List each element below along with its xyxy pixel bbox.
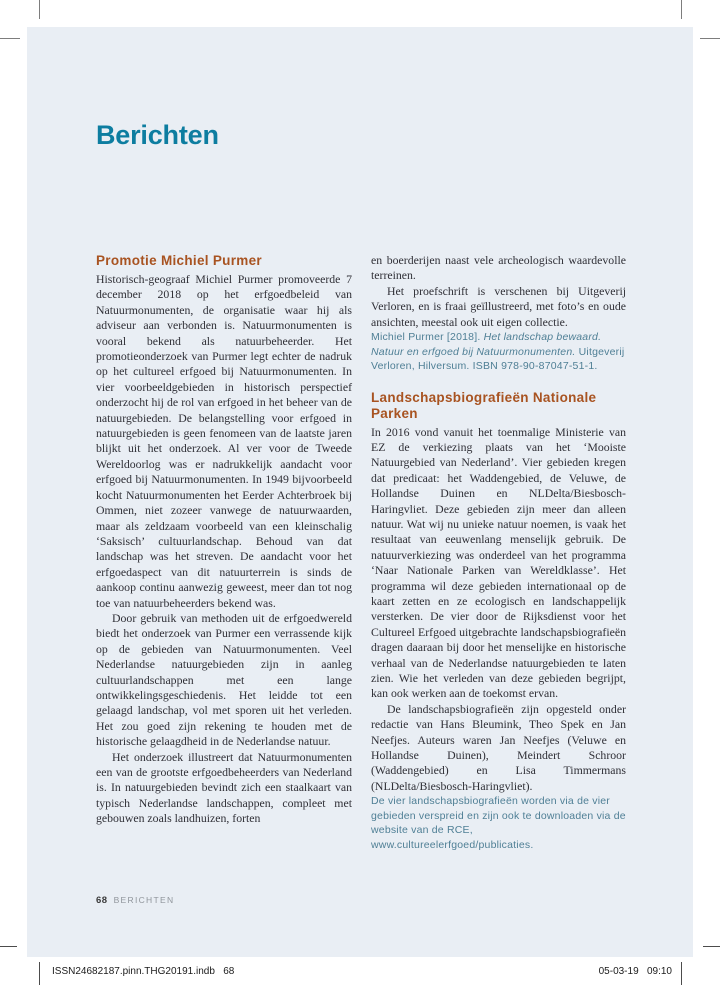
- body-paragraph-continuation: en boerderijen naast vele archeologisch waardevolle terreinen.: [371, 253, 626, 283]
- citation-author-year: Michiel Purmer [2018].: [371, 331, 484, 344]
- crop-mark: [0, 38, 20, 39]
- column-left: [96, 253, 352, 827]
- crop-mark: [39, 962, 40, 985]
- print-filename: ISSN24682187.pinn.THG20191.indb 68: [52, 966, 235, 977]
- body-paragraph: In 2016 vond vanuit het toenmalige Ministerie van EZ de verkiezing plaats van het ‘Mooiste Natuurgebied van Nederland’. Vier gebieden kregen dat predicaat: het Waddengebied, de Veluwe, de Hollandse Duinen en NLDelta/Biesbosch-Haringvliet. Deze gebieden zijn meer dan alleen natuur. Wat wij nu unieke natuur noemen, is vaak het resultaat van eeuwenlang menselijk gebruik. De natuurverkiezing was onderdeel van het programma ‘Naar Nationale Parken van Wereldklasse’. Het programma wil deze gebieden internationaal op de kaart zetten en ze ecologisch en landschappelijk versterken. De vier door de Rijksdienst voor het Cultureel Erfgoed uitgebrachte landschapsbiografieën dragen daaraan bij door het menselijke en historische verhaal van de Nederlandse natuurgebieden te laten zien. Wie het verleden van deze gebieden begrijpt, kan ook werken aan de toekomst ervan.: [371, 424, 626, 701]
- page-footer: [96, 890, 174, 908]
- page-title: Berichten: [96, 120, 219, 150]
- download-note: De vier landschapsbiografieën worden via de vier gebieden verspreid en zijn ook te downloaden via de website van de RCE, www.cultureelerfgoed/publicaties.: [371, 795, 626, 851]
- body-paragraph: Het onderzoek illustreert dat Natuurmonumenten een van de grootste erfgoedbeheerders van Nederland is. In natuurgebieden bevindt zich een staalkaart van typisch Nederlandse landschappen, compleet met gebouwen zoals landhuizen, forten: [96, 749, 352, 826]
- crop-mark: [703, 946, 720, 947]
- crop-mark: [681, 962, 682, 985]
- print-datetime: 05-03-19 09:10: [598, 966, 672, 977]
- body-paragraph: Historisch-geograaf Michiel Purmer promoveerde 7 december 2018 op het erfgoedbeleid van Natuurmonumenten, de organisatie waar hij als adviseur aan verbonden is. Natuurmonumenten is vooral bekend als natuurbeheerder. Het promotieonderzoek van Purmer legt echter de nadruk op het cultureel erfgoed bij Natuurmonumenten. In vier voorbeeldgebieden in historisch perspectief onderzocht hij de rol van erfgoed in het beheer van de natuurgebieden. De belangstelling voor erfgoed in natuurgebieden is geen fenomeen van de laatste jaren blijkt uit het onderzoek. Al ver voor de Tweede Wereldoorlog was er nadrukkelijk aandacht voor erfgoed bij Natuurmonumenten. In 1949 bijvoorbeeld kocht Natuurmonumenten het Eerder Achterbroek bij Ommen, niet zozeer vanwege de natuurwaarden, maar als zeldzaam voorbeeld van een kleinschalig ‘Saksisch’ cultuurlandschap. Behoud van dat landschap was het streven. De aandacht voor het erfgoedaspect van dit natuurterrein is sinds de aankoop continu aanwezig geweest, meer dan tot nog toe van natuurbeheerders bekend was.: [96, 272, 352, 610]
- body-paragraph: Het proefschrift is verschenen bij Uitgeverij Verloren, en is fraai geïllustreerd, met foto’s en oude ansichten, meestal ook uit eigen collectie.: [371, 283, 626, 329]
- publication-citation: [371, 330, 626, 374]
- body-paragraph: De landschapsbiografieën zijn opgesteld onder redactie van Hans Bleumink, Theo Spek en Jan Neefjes. Auteurs waren Jan Neefjes (Veluwe en Hollandse Duinen), Meindert Schroor (Waddengebied) en Lisa Timmermans (NLDelta/Biesbosch-Haringvliet).: [371, 701, 626, 793]
- crop-mark: [0, 946, 17, 947]
- print-slug-line: [52, 966, 672, 978]
- page-number: 68: [96, 895, 108, 906]
- article-heading-promotie: Promotie Michiel Purmer: [96, 253, 262, 268]
- body-paragraph: Door gebruik van methoden uit de erfgoedwereld biedt het onderzoek van Purmer een verrassende kijk op de gebieden van Natuurmonumenten. Veel Nederlandse natuurgebieden zijn in aanleg cultuurlandschappen met een lange ontwikkelingsgeschiedenis. Het leidde tot een gelaagd landschap, vol met sporen uit het verleden. Het zou goed zijn rekening te houden met de historische gelaagdheid in de Nederlandse natuur.: [96, 610, 352, 749]
- crop-mark: [681, 0, 682, 19]
- crop-mark: [700, 38, 720, 39]
- crop-mark: [39, 0, 40, 19]
- article-heading-landschapsbiografieen: Landschapsbiografieën Nationale Parken: [371, 389, 597, 421]
- section-label: BERICHTEN: [113, 895, 175, 905]
- citation-book-title: Het landschap bewaard. Natuur en erfgoed bij Natuurmonumenten.: [371, 331, 602, 358]
- magazine-page: [27, 27, 693, 957]
- column-right: [371, 253, 626, 852]
- citation-publisher-isbn: Uitgeverij Verloren, Hilversum. ISBN 978-90-87047-51-1.: [371, 345, 625, 373]
